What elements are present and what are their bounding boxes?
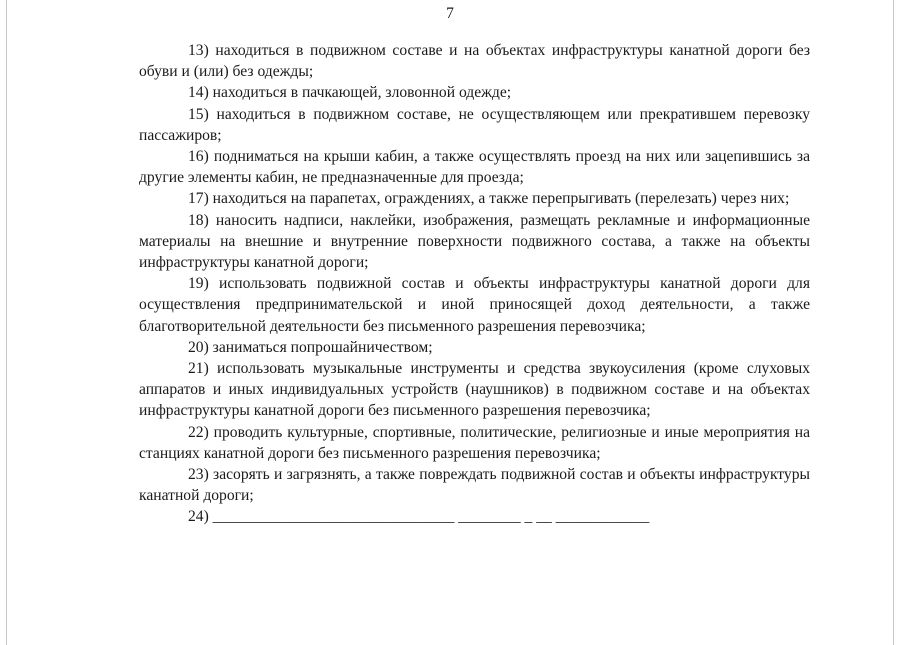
list-item: 21) использовать музыкальные инструменты и средства звукоусиления (кроме слуховых аппаратов и иных индивидуальных устройств (наушников) в подвижном составе и на объектах инфраструктуры канатной дороги без письменного разрешения перевозчика; — [139, 360, 810, 420]
list-item: 19) использовать подвижной состав и объекты инфраструктуры канатной дороги для осуществления предпринимательской и иной приносящей доход деятельности, а также благотворительной деятельности без письменного разрешения перевозчика; — [139, 275, 810, 335]
page-left-border — [6, 0, 7, 645]
list-item: 22) проводить культурные, спортивные, политические, религиозные и иные мероприятия на станциях канатной дороги без письменного разрешения перевозчика; — [139, 423, 810, 462]
list-item: 14) находиться в пачкающей, зловонной одежде; — [188, 84, 512, 102]
document-body — [139, 40, 810, 526]
list-item-cut-off: 24) _______________________________ ________ _ __ ____________ — [188, 508, 650, 526]
list-item: 23) засорять и загрязнять, а также повреждать подвижной состав и объекты инфраструктуры канатной дороги; — [139, 466, 810, 505]
page-number: 7 — [446, 5, 454, 22]
list-item: 20) заниматься попрошайничеством; — [188, 338, 433, 356]
list-item: 16) подниматься на крыши кабин, а также осуществлять проезд на них или зацепившись за другие элементы кабин, не предназначенные для проезда; — [139, 148, 810, 187]
list-item: 13) находиться в подвижном составе и на объектах инфраструктуры канатной дороги без обуви и (или) без одежды; — [139, 42, 810, 81]
page-right-border — [893, 0, 894, 645]
list-item: 18) наносить надписи, наклейки, изображения, размещать рекламные и информационные материалы на внешние и внутренние поверхности подвижного состава, а также на объекты инфраструктуры канатной дороги; — [139, 211, 810, 272]
list-item: 15) находиться в подвижном составе, не осуществляющем или прекратившем перевозку пассажиров; — [139, 105, 810, 144]
list-item: 17) находиться на парапетах, ограждениях, а также перепрыгивать (перелезать) через них; — [188, 190, 790, 208]
